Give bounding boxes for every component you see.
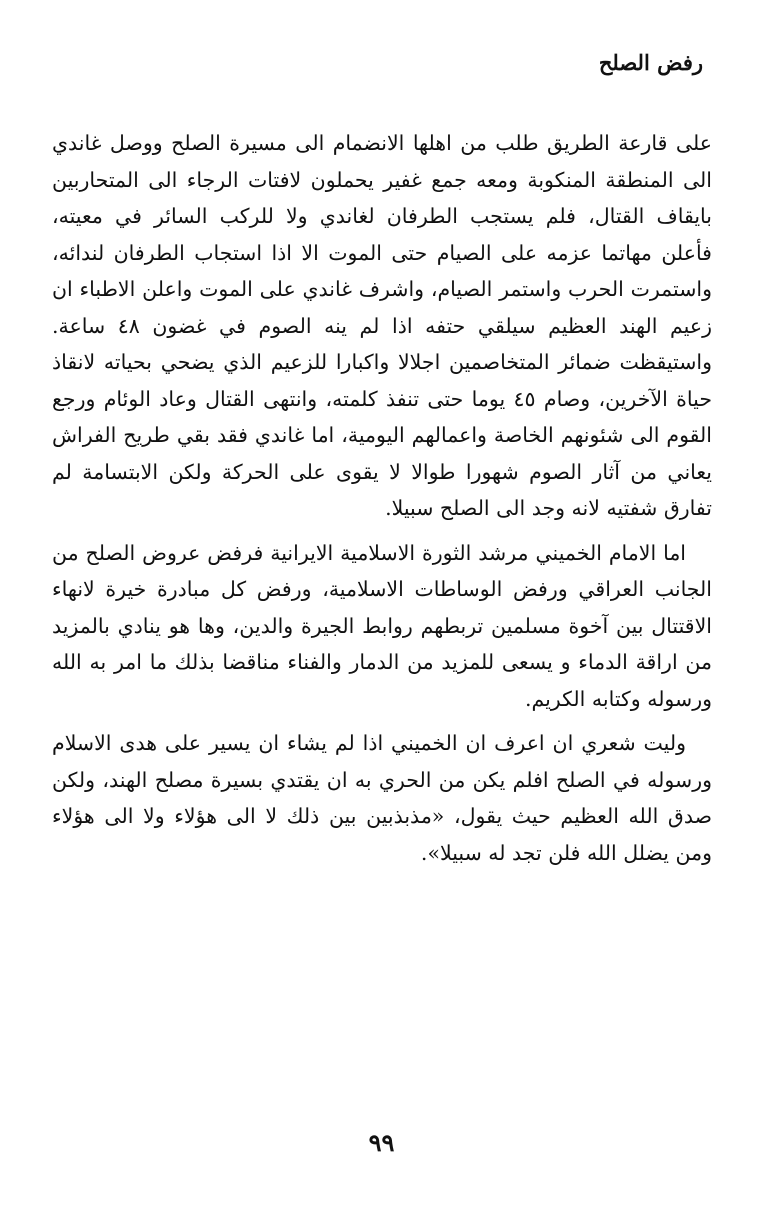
paragraph-gandhi-fast: على قارعة الطريق طلب من اهلها الانضمام الى مسيرة الصلح ووصل غاندي الى المنطقة المنكوبة ومعه جمع غفير يحملون لافتات الرجاء الى المتحاربين بايقاف القتال، فلم يستجب الطرفان لغاندي ولا للركب السائر في معيته، فأعلن مهاتما عزمه على الصيام حتى الموت الا اذا استجاب الطرفان لندائه، واستمرت الحرب واستمر الصيام، واشرف غاندي على الموت واعلن الاطباء ان زعيم الهند العظيم سيلقي حتفه اذا لم ينه الصوم في غضون ٤٨ ساعة. واستيقظت ضمائر المتخاصمين اجلالا واكبارا للزعيم الذي يضحي بحياته لانقاذ حياة الآخرين، وصام ٤٥ يوما حتى تنفذ كلمته، وانتهى القتال وعاد الوئام ورجع القوم الى شئونهم الخاصة واعمالهم اليومية، اما غاندي فقد بقي طريح الفراش يعاني من آثار الصوم شهورا طوالا لا يقوى على الحركة ولكن الابتسامة لم تفارق شفتيه لانه وجد الى الصلح سبيلا. [52,131,712,520]
paragraph-closing-quote: وليت شعري ان اعرف ان الخميني اذا لم يشاء ان يسير على هدى الاسلام ورسوله في الصلح افلم يكن من الحري به ان يقتدي بسيرة مصلح الهند، ولكن صدق الله العظيم حيث يقول، «مذبذبين بين ذلك لا الى هؤلاء ولا الى هؤلاء ومن يضلل الله فلن تجد له سبيلا». [52,731,712,865]
body-text [52,125,712,879]
page-number: ٩٩ [368,1128,395,1157]
running-header: رفض الصلح [598,50,703,75]
paragraph-khomeini-refusal: اما الامام الخميني مرشد الثورة الاسلامية الايرانية فرفض عروض الصلح من الجانب العراقي ورفض الوساطات الاسلامية، ورفض كل مبادرة خيرة لانهاء الاقتتال بين آخوة مسلمين تربطهم روابط الجيرة والدين، وها هو ينادي بالمزيد من اراقة الدماء و يسعى للمزيد من الدمار والفناء مناقضا بذلك ما امر به الله ورسوله وكتابه الكريم. [52,540,712,711]
